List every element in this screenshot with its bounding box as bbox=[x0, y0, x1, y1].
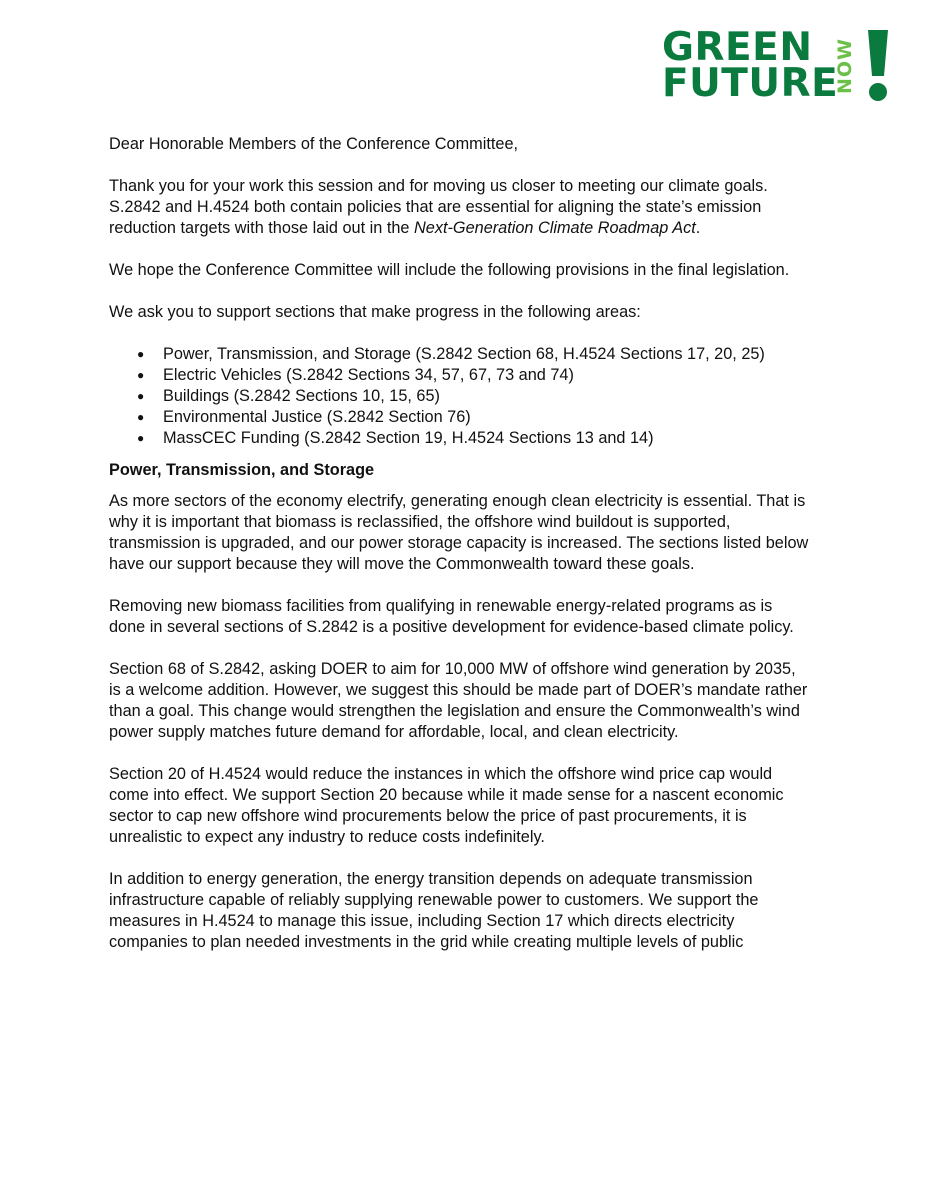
list-item: ● Buildings (S.2842 Sections 10, 15, 65) bbox=[109, 386, 809, 407]
exclamation-mark-icon bbox=[865, 30, 891, 102]
list-item: ● Power, Transmission, and Storage (S.2842 Section 68, H.4524 Sections 17, 20, 25) bbox=[109, 344, 809, 365]
salutation: Dear Honorable Members of the Conference Committee, bbox=[109, 135, 519, 153]
section-heading: Power, Transmission, and Storage bbox=[109, 461, 375, 479]
areas-list bbox=[109, 344, 809, 449]
list-item: ● Electric Vehicles (S.2842 Sections 34, 57, 67, 73 and 74) bbox=[109, 365, 809, 386]
list-item: ● Environmental Justice (S.2842 Section 76) bbox=[109, 407, 809, 428]
logo-word-now bbox=[834, 30, 856, 102]
letter-body bbox=[109, 134, 809, 974]
body-paragraph: In addition to energy generation, the energy transition depends on adequate transmission infrastructure capable of reliably supplying renewable power to customers. We support the measures in H.4524 to manage this issue, including Section 17 which directs electricity companies to plan needed investments in the grid while creating multiple levels of public bbox=[109, 870, 759, 951]
body-paragraph: As more sectors of the economy electrify, generating enough clean electricity is essential. That is why it is important that biomass is reclassified, the offshore wind buildout is supported, transmission is upgraded, and our power storage capacity is increased. The sections listed below have our support because they will move the Commonwealth toward these goals. bbox=[109, 492, 809, 573]
body-paragraph: Section 68 of S.2842, asking DOER to aim for 10,000 MW of offshore wind generation by 2035, is a welcome addition. However, we suggest this should be made part of DOER’s mandate rather than a goal. This change would strengthen the legislation and ensure the Commonwealth’s wind power supply matches future demand for affordable, local, and clean electricity. bbox=[109, 660, 808, 741]
logo-word-future: FUTURE bbox=[662, 61, 839, 106]
hope-paragraph: We hope the Conference Committee will include the following provisions in the final legislation. bbox=[109, 261, 790, 279]
body-paragraph: Section 20 of H.4524 would reduce the instances in which the offshore wind price cap would come into effect. We support Section 20 because while it made sense for a nascent economic sector to cap new offshore wind procurements below the price of past procurements, it is unrealistic to expect any industry to reduce costs indefinitely. bbox=[109, 765, 784, 846]
ask-paragraph: We ask you to support sections that make progress in the following areas: bbox=[109, 303, 641, 321]
green-future-now-logo bbox=[662, 25, 894, 106]
act-title: Next-Generation Climate Roadmap Act bbox=[414, 219, 696, 237]
logo-word-now-text: NOW bbox=[834, 37, 857, 95]
body-paragraph: Removing new biomass facilities from qualifying in renewable energy-related programs as is done in several sections of S.2842 is a positive development for evidence-based climate policy. bbox=[109, 597, 794, 636]
list-item: ● MassCEC Funding (S.2842 Section 19, H.4524 Sections 13 and 14) bbox=[109, 428, 809, 449]
intro-paragraph bbox=[109, 176, 809, 239]
intro-text: Thank you for your work this session and for moving us closer to meeting our climate goals. S.2842 and H.4524 both contain policies that are essential for aligning the state’s emission reduction targets with those laid out in the bbox=[109, 177, 768, 237]
logo-word-green: GREEN bbox=[662, 25, 813, 70]
intro-end: . bbox=[695, 219, 701, 237]
